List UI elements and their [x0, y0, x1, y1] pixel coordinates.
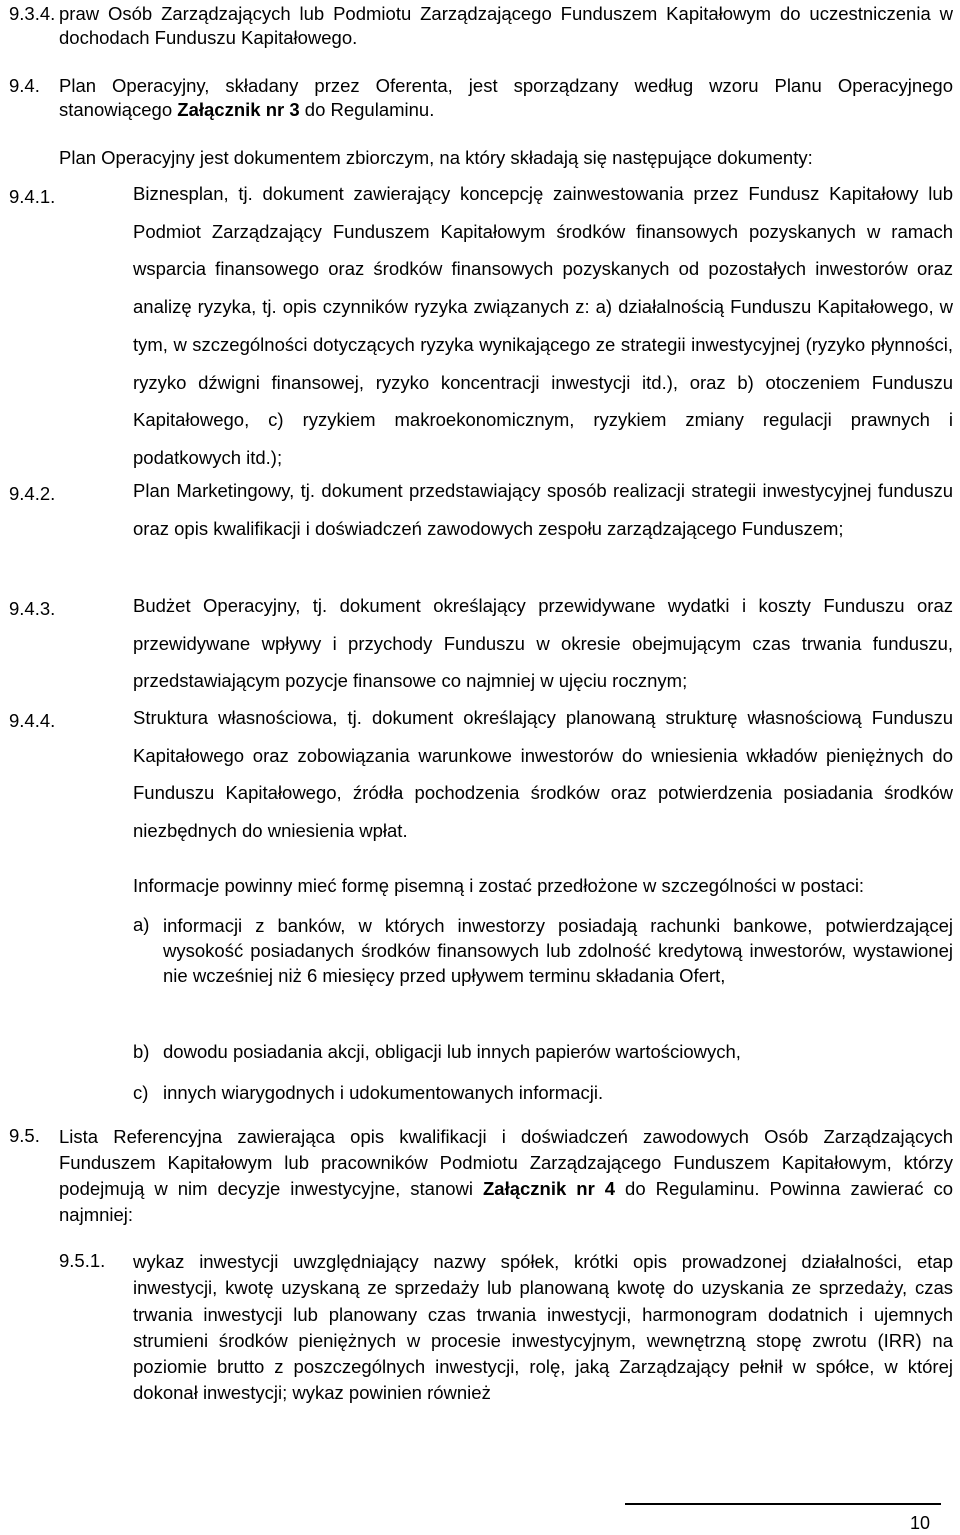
section-text: Budżet Operacyjny, tj. dokument określający przewidywane wydatki i koszty Funduszu oraz przewidywane wpływy i przychody Funduszu w okresie obejmującym czas trwania funduszu, przedstawiającym pozycje finansowe co najmniej w ujęciu rocznym;	[133, 595, 953, 692]
section-number: 9.4.	[9, 75, 40, 96]
info-item-a	[133, 913, 953, 988]
section-9-4-4	[9, 709, 953, 850]
section-number: 9.4.4.	[9, 710, 56, 731]
section-number: 9.5.1.	[59, 1250, 106, 1271]
section-text: Biznesplan, tj. dokument zawierający koncepcję zainwestowania przez Fundusz Kapitałowy lub Podmiot Zarządzający Funduszem Kapitałowym środków finansowych pozyskanych w ramach wsparcia finansowego oraz środków finansowych pozyskanych od pozostałych inwestorów oraz analizę ryzyka, tj. opis czynników ryzyka związanych z: a) działalnością Funduszu Kapitałowego, w tym, w szczególności dotyczących ryzyka wynikającego ze strategii inwestycyjnej (ryzyko płynności, ryzyko dźwigni finansowej, ryzyko koncentracji inwestycji itd.), oraz b) otoczeniem Funduszu Kapitałowego, c) ryzykiem makroekonomicznym, ryzykiem zmiany regulacji prawnych i podatkowych itd.);	[133, 183, 953, 469]
text-part: Lista Referencyjna zawierająca opis kwalifikacji i doświadczeń zawodowych Osób Zarządzających Funduszem Kapitałowym lub pracowników Podmiotu Zarządzającego Funduszem Kapitałowym, którzy podejmują w nim decyzje inwestycyjne, stanowi	[59, 1126, 953, 1199]
section-number: 9.3.4.	[9, 3, 56, 24]
section-text: Struktura własnościowa, tj. dokument określający planowaną strukturę własnościową Funduszu Kapitałowego oraz zobowiązania warunkowe inwestorów do wniesienia wkładów pieniężnych do Funduszu Kapitałowego, źródła pochodzenia środków oraz potwierdzenia posiadania środków niezbędnych do wniesienia wpłat.	[133, 707, 953, 842]
text-part: do Regulaminu. Powinna zawierać co najmniej:	[59, 1177, 953, 1225]
section-number: 9.5.	[9, 1125, 40, 1146]
section-9-5-1	[59, 1249, 953, 1407]
section-9-5	[9, 1124, 953, 1228]
item-text: innych wiarygodnych i udokumentowanych informacji.	[163, 1082, 604, 1103]
info-intro: Informacje powinny mieć formę pisemną i zostać przedłożone w szczególności w postaci:	[133, 875, 865, 896]
section-text: wykaz inwestycji uwzględniający nazwy spółek, krótki opis prowadzonej działalności, etap inwestycji, kwotę uzyskaną ze sprzedaży lub planowaną kwotę do uzyskania ze sprzedaży, czas trwania inwestycji lub planowany czas trwania inwestycji, harmonogram dodatnich i ujemnych strumieni środków pieniężnych w procesie inwestycyjnym, wewnętrzną stopę zwrotu (IRR) na poziomie brutto z poszczególnych inwestycji, rolę, jaką Zarządzający pełnił w spółce, w której dokonał inwestycji; wykaz powinien również	[133, 1251, 953, 1404]
info-item-c	[133, 1081, 953, 1104]
footer-divider	[625, 1503, 941, 1505]
item-text: dowodu posiadania akcji, obligacji lub innych papierów wartościowych,	[163, 1041, 741, 1062]
item-marker: b)	[133, 1041, 150, 1062]
section-text	[59, 1124, 953, 1228]
section-9-4-2	[9, 482, 953, 547]
plan-intro: Plan Operacyjny jest dokumentem zbiorczym, na który składają się następujące dokumenty:	[59, 147, 813, 168]
section-9-4	[9, 74, 953, 123]
section-text: praw Osób Zarządzających lub Podmiotu Zarządzającego Funduszem Kapitałowym do uczestniczenia w dochodach Funduszu Kapitałowego.	[59, 3, 953, 49]
section-text	[59, 74, 953, 123]
section-9-3-4	[9, 2, 953, 51]
section-text: Plan Marketingowy, tj. dokument przedstawiający sposób realizacji strategii inwestycyjnej funduszu oraz opis kwalifikacji i doświadczeń zawodowych zespołu zarządzającego Funduszem;	[133, 480, 953, 539]
item-marker: a)	[133, 914, 150, 935]
info-item-b	[133, 1040, 953, 1063]
section-9-4-1	[9, 185, 953, 477]
text-part: Plan Operacyjny, składany przez Oferenta, jest sporządzany według wzoru Planu Operacyjnego stanowiącego	[59, 75, 953, 121]
item-text: informacji z banków, w których inwestorzy posiadają rachunki bankowe, potwierdzającej wysokość posiadanych środków finansowych lub zdolność kredytową inwestorów, wystawionej nie wcześniej niż 6 miesięcy przed upływem terminu składania Ofert,	[163, 915, 953, 987]
section-number: 9.4.1.	[9, 186, 56, 207]
attachment-ref: Załącznik nr 3	[177, 99, 300, 121]
section-9-4-3	[9, 597, 953, 700]
section-number: 9.4.2.	[9, 483, 56, 504]
item-marker: c)	[133, 1082, 149, 1103]
text-part: do Regulaminu.	[299, 99, 435, 121]
section-number: 9.4.3.	[9, 598, 56, 619]
page-number: 10	[910, 1513, 931, 1533]
attachment-ref: Załącznik nr 4	[482, 1177, 616, 1199]
